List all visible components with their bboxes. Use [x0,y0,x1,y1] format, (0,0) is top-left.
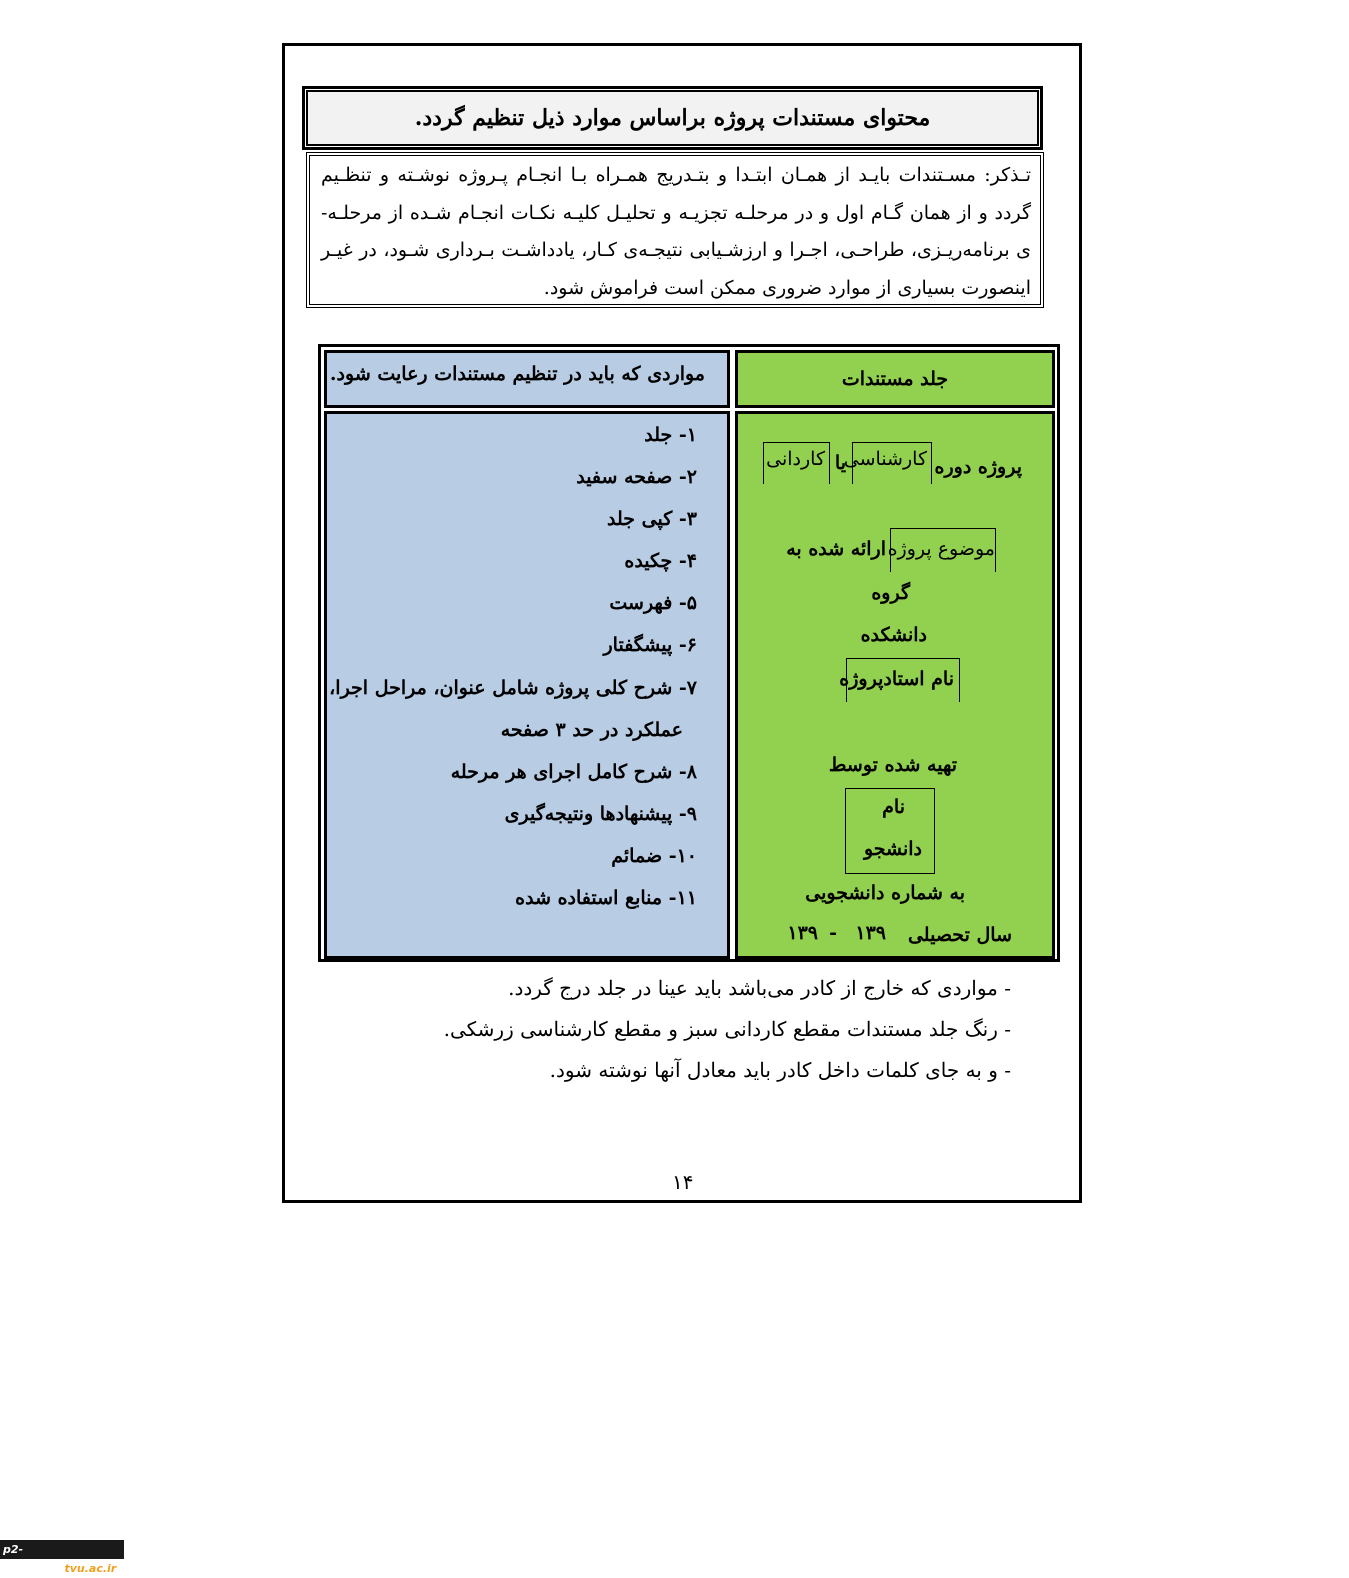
cover-year-dash: - [829,922,837,944]
page-number: ۱۴ [672,1170,694,1194]
footnote: - و به جای کلمات داخل کادر باید معادل آنها نوشته شود. [549,1058,1011,1082]
list-item: ۸- شرح کامل اجرای هر مرحله [450,761,697,783]
cover-student-number: به شماره دانشجویی [805,882,965,904]
cover-supervisor: نام استادپروژه [839,668,954,690]
watermark-accent: tvu.ac.ir [64,1562,117,1575]
cover-project-topic: موضوع پروژه [887,538,995,560]
list-item: ۹- پیشنهادها ونتیجه‌گیری [504,803,697,825]
items-header-cell [324,350,730,408]
list-item: ۳- کپی جلد [607,508,697,530]
note-box [306,152,1044,308]
footnotes [444,968,1011,1091]
cover-bachelor: کارشناسی [843,448,927,470]
list-item: ۱- جلد [644,424,697,446]
list-item: ۵- فهرست [609,592,697,614]
list-item: ۱۰- ضمائم [611,845,697,867]
cover-or: یا [834,452,846,474]
cover-project-course: پروژه دوره [934,456,1022,478]
cover-prepared-by: تهیه شده توسط [828,754,957,776]
cover-group: گروه [871,582,910,604]
list-item: ۱۱- منابع استفاده شده [515,887,697,909]
items-header: مواردی که باید در تنظیم مستندات رعایت شود. [329,363,705,385]
heading-box [302,86,1043,150]
list-item: ۷- شرح کلی پروژه شامل عنوان، مراحل اجرا، [329,677,697,699]
items-cell [324,411,730,959]
cover-academic-year-label: سال تحصیلی [907,924,1012,946]
cover-header: جلد مستندات [841,368,949,390]
watermark-prefix: p2-hamedan. [3,1543,65,1575]
site-watermark [0,1540,124,1575]
footnote: - مواردی که خارج از کادر می‌باشد باید عینا در جلد درج گردد. [508,976,1011,1000]
cover-year-to: ۱۳۹ [787,922,818,944]
cover-presented-to: ارائه شده به [786,538,886,560]
footnote: - رنگ جلد مستندات مقطع کاردانی سبز و مقطع کارشناسی زرشکی. [443,1017,1011,1041]
documentation-table [318,344,1060,962]
list-item: ۲- صفحه سفید [576,466,697,488]
list-item: ۴- چکیده [624,550,697,572]
note-text: تـذکر: مسـتندات بایـد از همـان ابتـدا و بتـدریج همـراه بـا انجـام پـروژه نوشـته و تنظـیم گردد و از همان گـام اول و در مرحلـه تجزیـه و تحلیـل کلیـه نکـات انجـام شـده از مرحلـه-ی برنامه‌ریـزی، طراحـی، اجـرا و ارزشـیابی نتیجـه‌ی کـار، یادداشـت بـرداری شـود، در غیـر اینصورت بسیاری از موارد ضروری ممکن است فراموش شود. [321,164,1031,299]
cover-student-name-2: دانشجو [863,838,922,860]
list-item: عملکرد در حد ۳ صفحه [500,719,683,741]
cover-associate: کاردانی [766,448,825,470]
cover-student-name-1: نام [882,796,905,818]
cover-faculty: دانشکده [860,624,927,646]
cover-year-from: ۱۳۹ [855,922,886,944]
cover-cell [735,411,1055,959]
list-item: ۶- پیشگفتار [603,634,697,656]
page-heading: محتوای مستندات پروژه براساس موارد ذیل تنظیم گردد. [414,105,931,131]
cover-header-cell [735,350,1055,408]
